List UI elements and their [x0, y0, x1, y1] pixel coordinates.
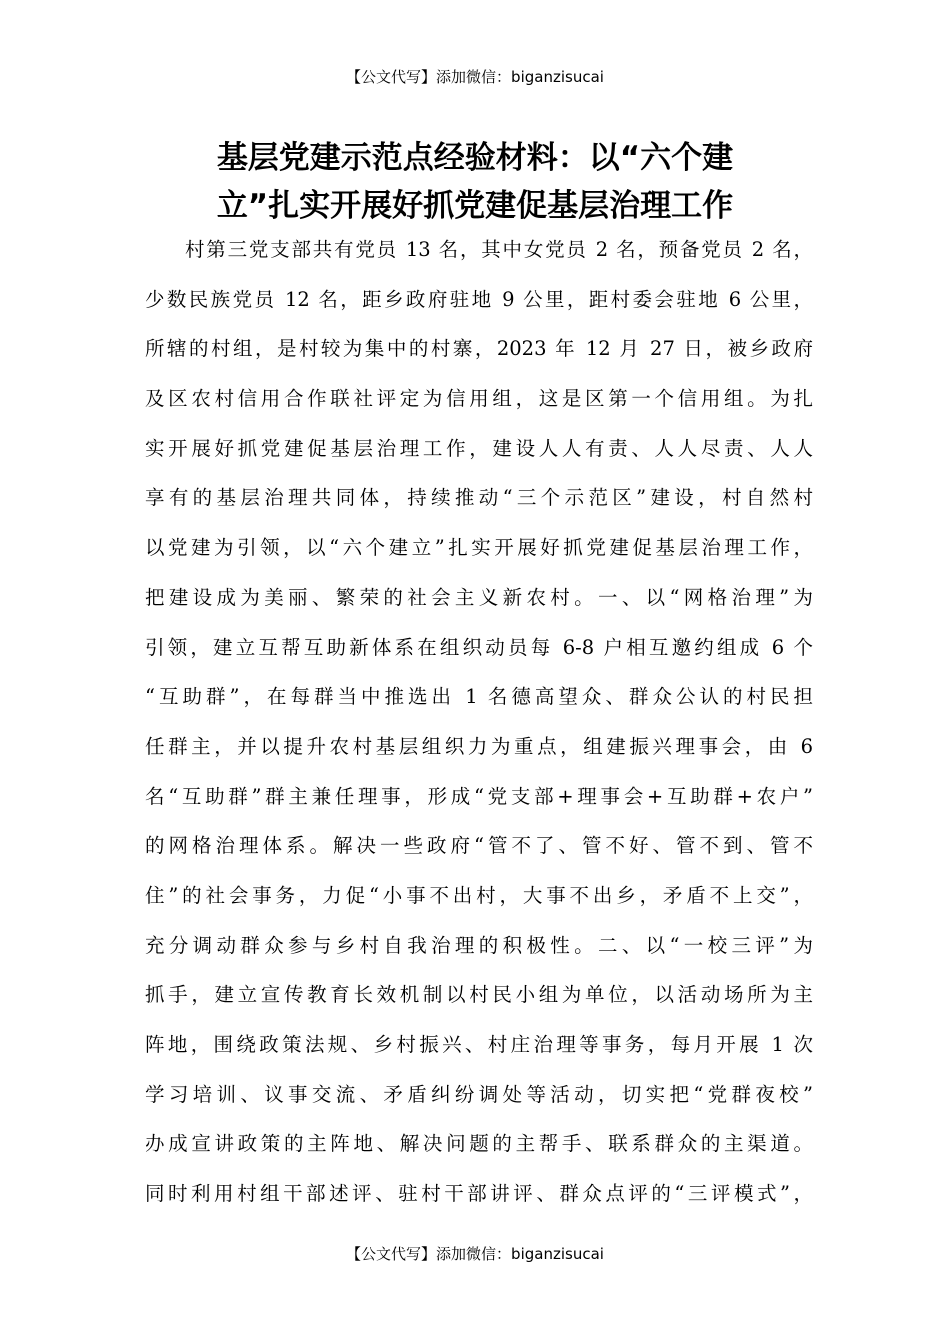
body-line: 引领，建立互帮互助新体系在组织动员每 6-8 户相互邀约组成 6 个: [145, 635, 813, 659]
body-line: 及区农村信用合作联社评定为信用组，这是区第一个信用组。为扎: [145, 387, 813, 411]
body-line: “互助群”，在每群当中推选出 1 名德高望众、群众公认的村民担: [145, 685, 813, 709]
body-paragraph: [145, 230, 813, 1224]
body-line: 抓手，建立宣传教育长效机制以村民小组为单位，以活动场所为主: [145, 983, 813, 1007]
body-line: 同时利用村组干部述评、驻村干部讲评、群众点评的“三评模式”，: [145, 1182, 813, 1206]
page-footer: 【公文代写】添加微信：biganzisucai: [346, 1245, 604, 1263]
title-line-2: 立”扎实开展好抓党建促基层治理工作: [216, 188, 734, 224]
body-line: 以党建为引领，以“六个建立”扎实开展好抓党建促基层治理工作，: [145, 536, 813, 560]
body-line: 名“互助群”群主兼任理事，形成“党支部+理事会+互助群+农户”: [145, 784, 813, 808]
body-line: 住”的社会事务，力促“小事不出村，大事不出乡，矛盾不上交”，: [145, 883, 813, 907]
title-line-1: 基层党建示范点经验材料：以“六个建: [216, 140, 734, 176]
body-line: 村第三党支部共有党员 13 名，其中女党员 2 名，预备党员 2 名，: [185, 238, 813, 261]
body-line: 阵地，围绕政策法规、乡村振兴、村庄治理等事务，每月开展 1 次: [145, 1033, 813, 1056]
document-title: [150, 134, 800, 230]
page-header: 【公文代写】添加微信：biganzisucai: [346, 68, 604, 86]
body-line: 的网格治理体系。解决一些政府“管不了、管不好、管不到、管不: [145, 834, 813, 858]
body-line: 享有的基层治理共同体，持续推动“三个示范区”建设，村自然村: [145, 486, 813, 510]
body-line: 学习培训、议事交流、矛盾纠纷调处等活动，切实把“党群夜校”: [145, 1082, 813, 1106]
body-line: 少数民族党员 12 名，距乡政府驻地 9 公里，距村委会驻地 6 公里，: [145, 287, 813, 311]
body-line: 实开展好抓党建促基层治理工作，建设人人有责、人人尽责、人人: [145, 436, 813, 460]
body-line: 把建设成为美丽、繁荣的社会主义新农村。一、以“网格治理”为: [145, 585, 813, 609]
body-line: 所辖的村组，是村较为集中的村寨，2023 年 12 月 27 日，被乡政府: [145, 337, 813, 361]
body-line: 充分调动群众参与乡村自我治理的积极性。二、以“一校三评”为: [145, 933, 813, 957]
body-line: 任群主，并以提升农村基层组织力为重点，组建振兴理事会，由 6: [145, 734, 813, 758]
body-line: 办成宣讲政策的主阵地、解决问题的主帮手、联系群众的主渠道。: [145, 1132, 813, 1156]
